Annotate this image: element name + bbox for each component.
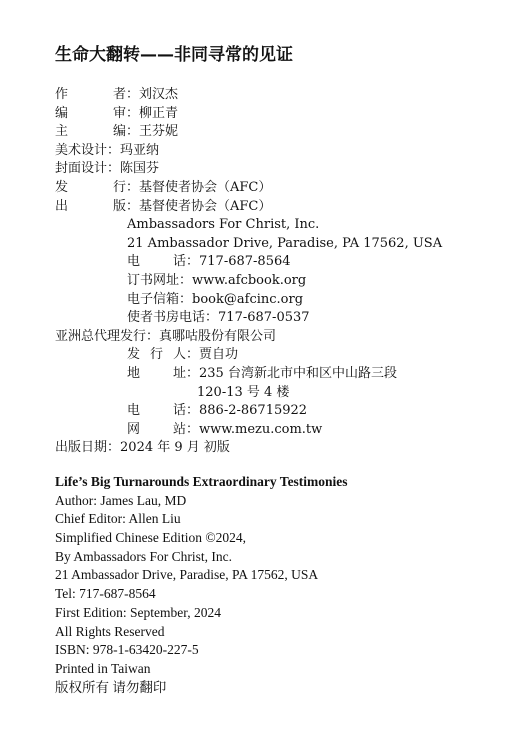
- credit-label: 编审: [55, 105, 126, 121]
- credit-cover-design: 封面设计 ： 陈国芬: [55, 160, 495, 179]
- english-line: Author: James Lau, MD: [55, 492, 187, 508]
- asia-agent-issuer: 发行人 ： 贾自功: [127, 347, 239, 363]
- copyright-notice-cn: 版权所有 请勿翻印: [55, 679, 167, 695]
- english-title: Life’s Big Turnarounds Extraordinary Testimonies: [55, 473, 348, 489]
- credit-art-design: 美术设计 ： 玛亚纳: [55, 142, 495, 161]
- book-title: 生命大翻转——非同寻常的见证: [55, 45, 293, 65]
- credit-label: 封面设计: [55, 161, 108, 177]
- credit-label: 作者: [55, 87, 126, 102]
- credit-reviewer: 编审 ： 柳正青: [55, 105, 495, 124]
- credit-label: 美术设计: [55, 142, 108, 158]
- asia-agent-address: 地址 ： 235 台湾新北市中和区中山路三段: [127, 365, 397, 381]
- english-line: 21 Ambassador Drive, Paradise, PA 17562, USA: [55, 567, 319, 583]
- credit-chief-editor: 主编 ： 王芬妮: [55, 123, 495, 142]
- asia-agent-phone: 电话 ： 886-2-86715922: [127, 403, 308, 419]
- english-line: All Rights Reserved: [55, 623, 165, 639]
- english-line: Simplified Chinese Edition ©2024,: [55, 529, 246, 545]
- credit-value: 刘汉杰: [139, 87, 179, 102]
- chinese-credits: [55, 86, 495, 458]
- credit-label: 发行: [55, 179, 126, 195]
- credit-author: 作者 ： 刘汉杰: [55, 86, 495, 105]
- credit-distributor: 发行 ： 基督使者协会（AFC）: [55, 179, 495, 198]
- english-line: ISBN: 978-1-63420-227-5: [55, 642, 199, 658]
- english-line: Tel: 717-687-8564: [55, 586, 156, 602]
- english-line: Chief Editor: Allen Liu: [55, 511, 181, 527]
- credit-value: 柳正青: [139, 105, 179, 121]
- credit-value: 基督使者协会（AFC）: [139, 198, 272, 214]
- english-credits: [55, 473, 495, 697]
- credit-publisher: 出版 ： 基督使者协会（AFC）: [55, 198, 495, 217]
- credit-value: 基督使者协会（AFC）: [139, 179, 272, 195]
- english-line: By Ambassadors For Christ, Inc.: [55, 548, 232, 564]
- asia-agent-website: 网站 ： www.mezu.com.tw: [127, 421, 323, 437]
- credit-value: 玛亚纳: [120, 142, 160, 158]
- english-line: First Edition: September, 2024: [55, 604, 221, 620]
- credit-value: 王芬妮: [139, 124, 179, 140]
- publisher-phone: 电话 ： 717-687-8564: [127, 254, 291, 270]
- publisher-name-en: Ambassadors For Christ, Inc.: [127, 217, 320, 233]
- bookstore-phone: 使者书房电话 ： 717-687-0537: [127, 310, 310, 326]
- publication-date: 出版日期 ： 2024 年 9 月 初版: [55, 440, 230, 456]
- asia-agent: 亚洲总代理发行 ： 真哪咕股份有限公司: [55, 328, 277, 344]
- credit-label: 主编: [55, 124, 126, 140]
- credit-value: 陈国芬: [120, 161, 160, 177]
- english-line: Printed in Taiwan: [55, 660, 151, 676]
- credit-label: 出版: [55, 198, 126, 214]
- copyright-page: [55, 44, 495, 697]
- publisher-address: 21 Ambassador Drive, Paradise, PA 17562, USA: [127, 235, 443, 251]
- publisher-email: 电子信箱 ： book@afcinc.org: [127, 291, 304, 307]
- publisher-website: 订书网址 ： www.afcbook.org: [127, 272, 307, 288]
- asia-agent-address-line2: 120-13 号 4 楼: [197, 384, 290, 400]
